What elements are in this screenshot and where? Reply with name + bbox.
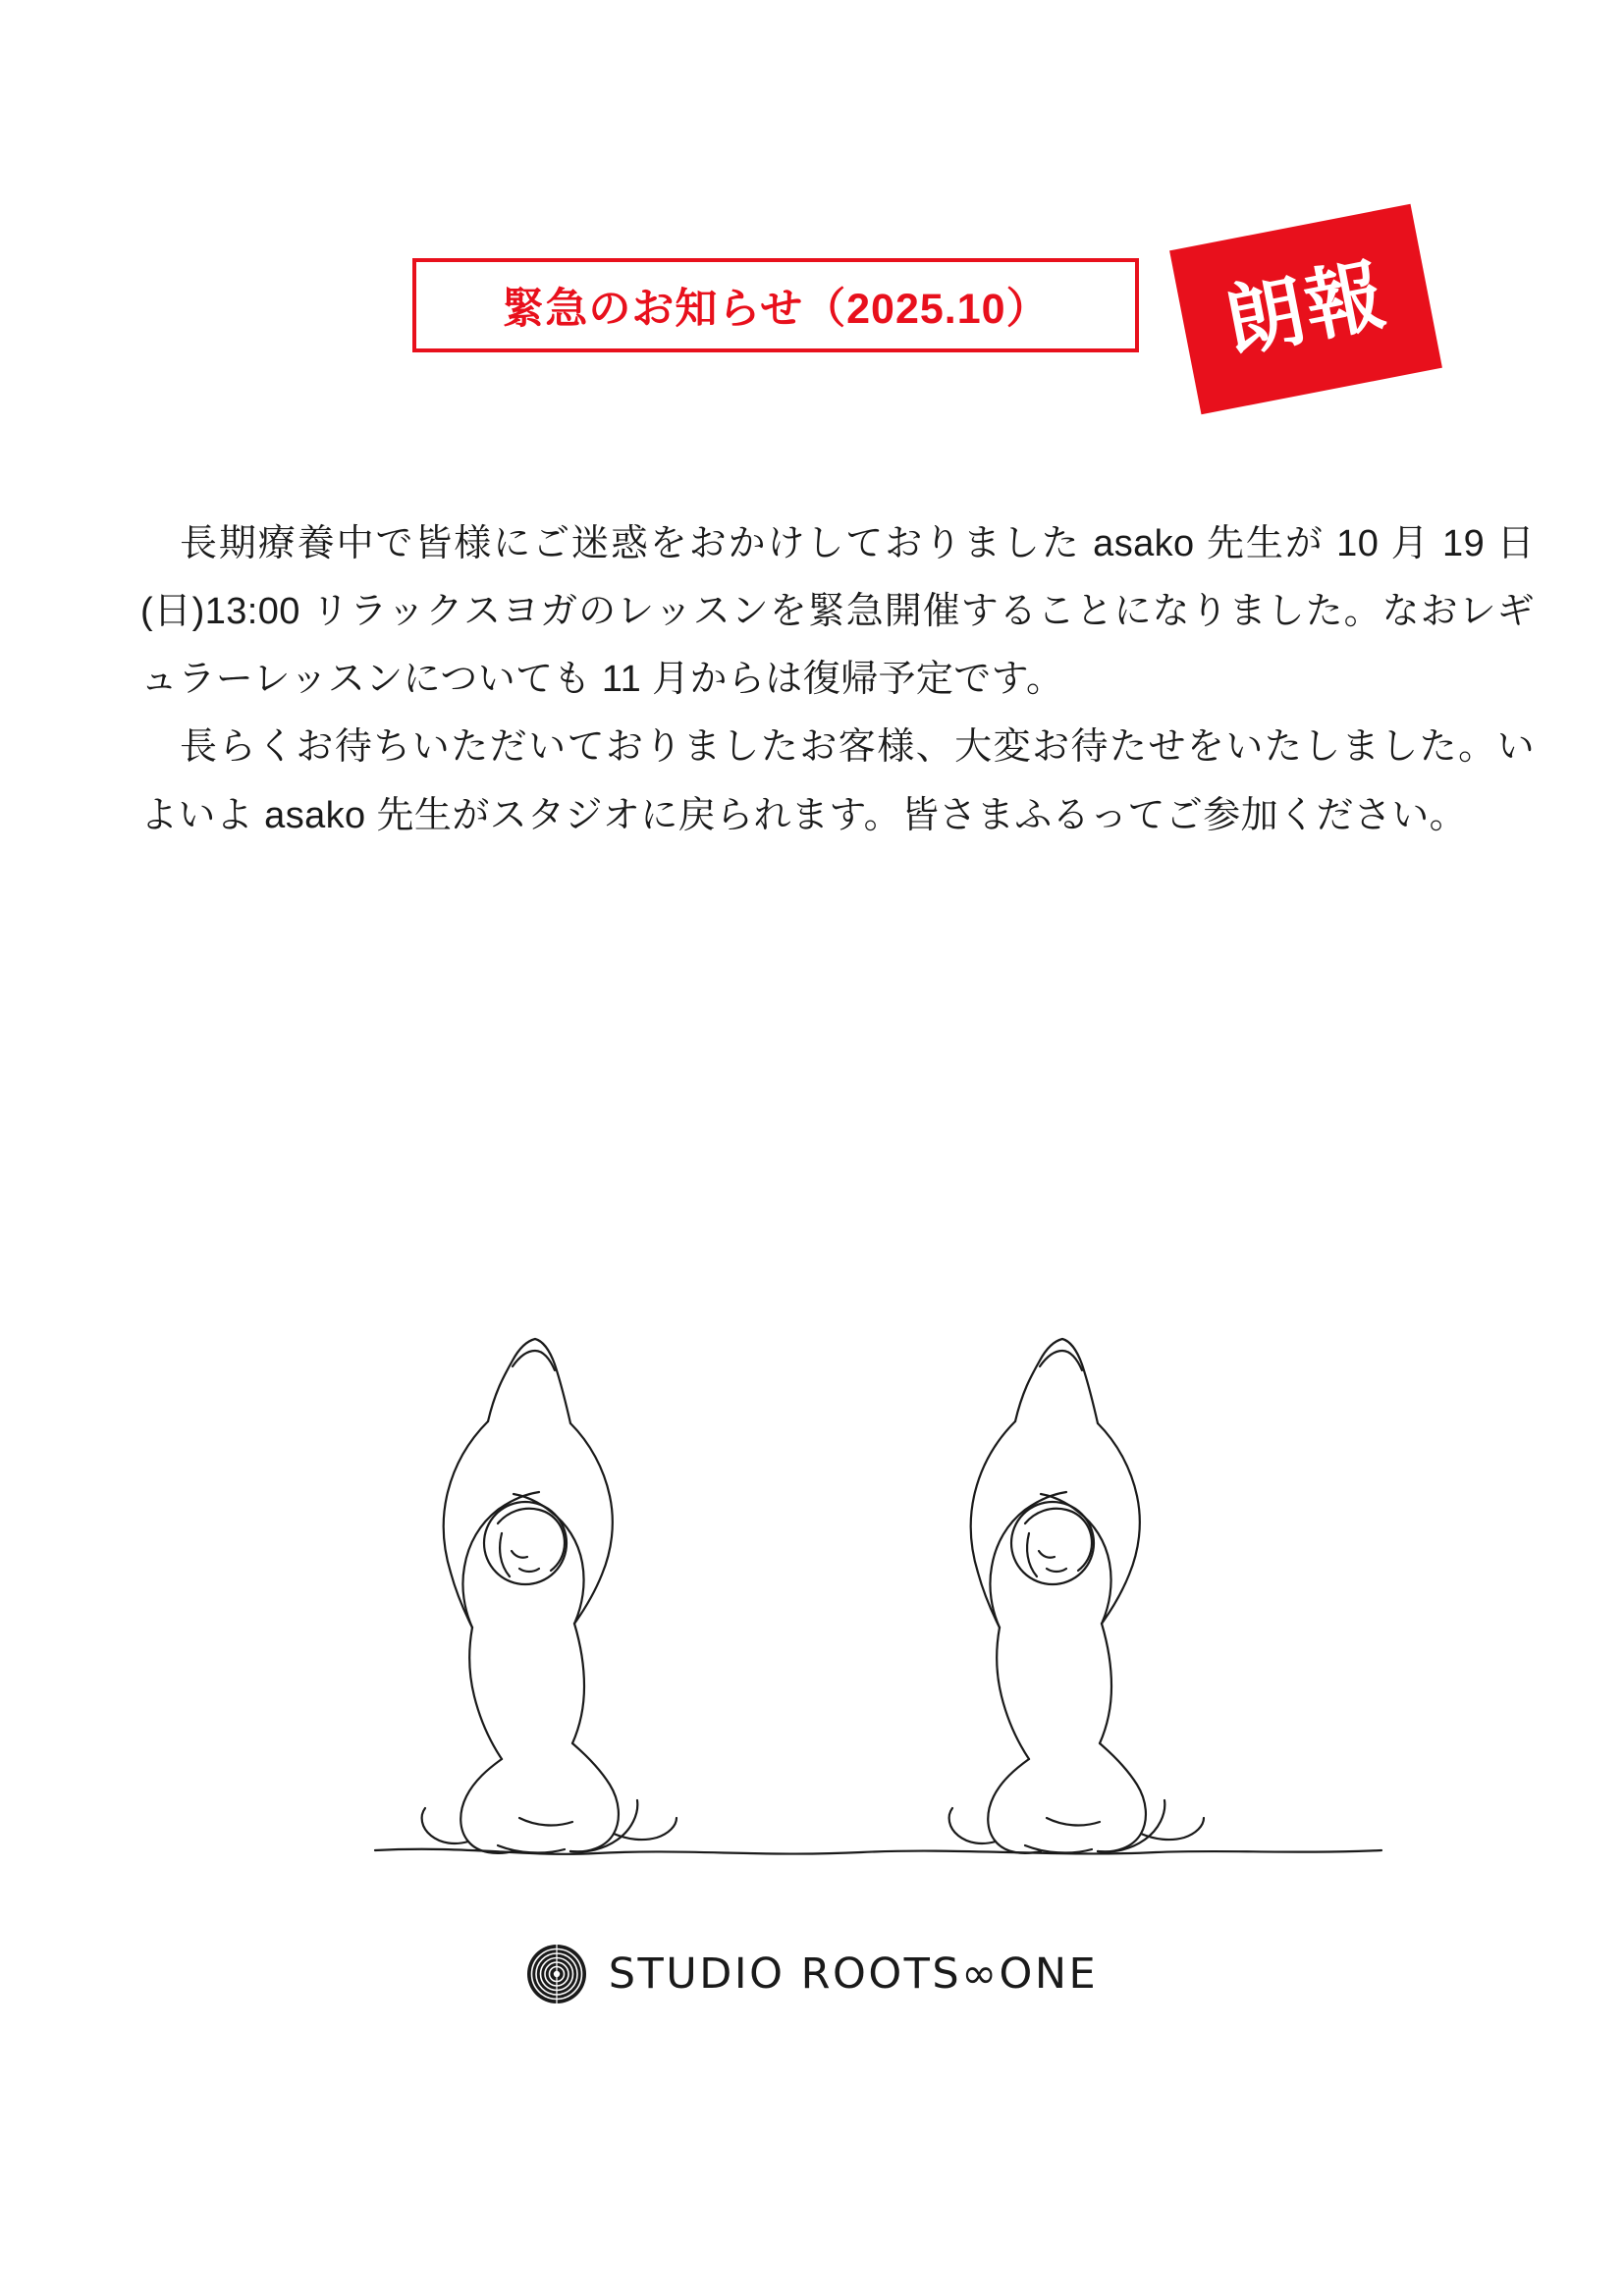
status-badge-label: 朗報 xyxy=(1218,250,1393,367)
notice-header xyxy=(0,250,1624,496)
yoga-figures-illustration xyxy=(0,1315,1624,1963)
status-badge xyxy=(1169,204,1442,415)
studio-logo xyxy=(0,1944,1624,2004)
notice-title-box xyxy=(412,258,1139,352)
page-title: 緊急のお知らせ（2025.10） xyxy=(502,285,1050,333)
figure-left xyxy=(422,1339,677,1853)
studio-logo-text: STUDIO ROOTS∞ONE xyxy=(608,1949,1099,1999)
figure-right xyxy=(949,1339,1204,1853)
paragraph-2: 長らくお待ちいただいておりましたお客様、大変お待たせをいたしました。いよいよ asako 先生がスタジオに戻られます。皆さまふるってご参加ください。 xyxy=(140,726,1535,836)
notice-body xyxy=(140,510,1535,850)
concentric-circles-logo-mark xyxy=(526,1944,587,2004)
paragraph-1: 長期療養中で皆様にご迷惑をおかけしておりました asako 先生が 10 月 19 日(日)13:00 リラックスヨガのレッスンを緊急開催することになりました。なおレギュラーレッスンについても 11 月からは復帰予定です。 xyxy=(140,523,1535,701)
yoga-line-art-svg xyxy=(174,1315,1450,1924)
